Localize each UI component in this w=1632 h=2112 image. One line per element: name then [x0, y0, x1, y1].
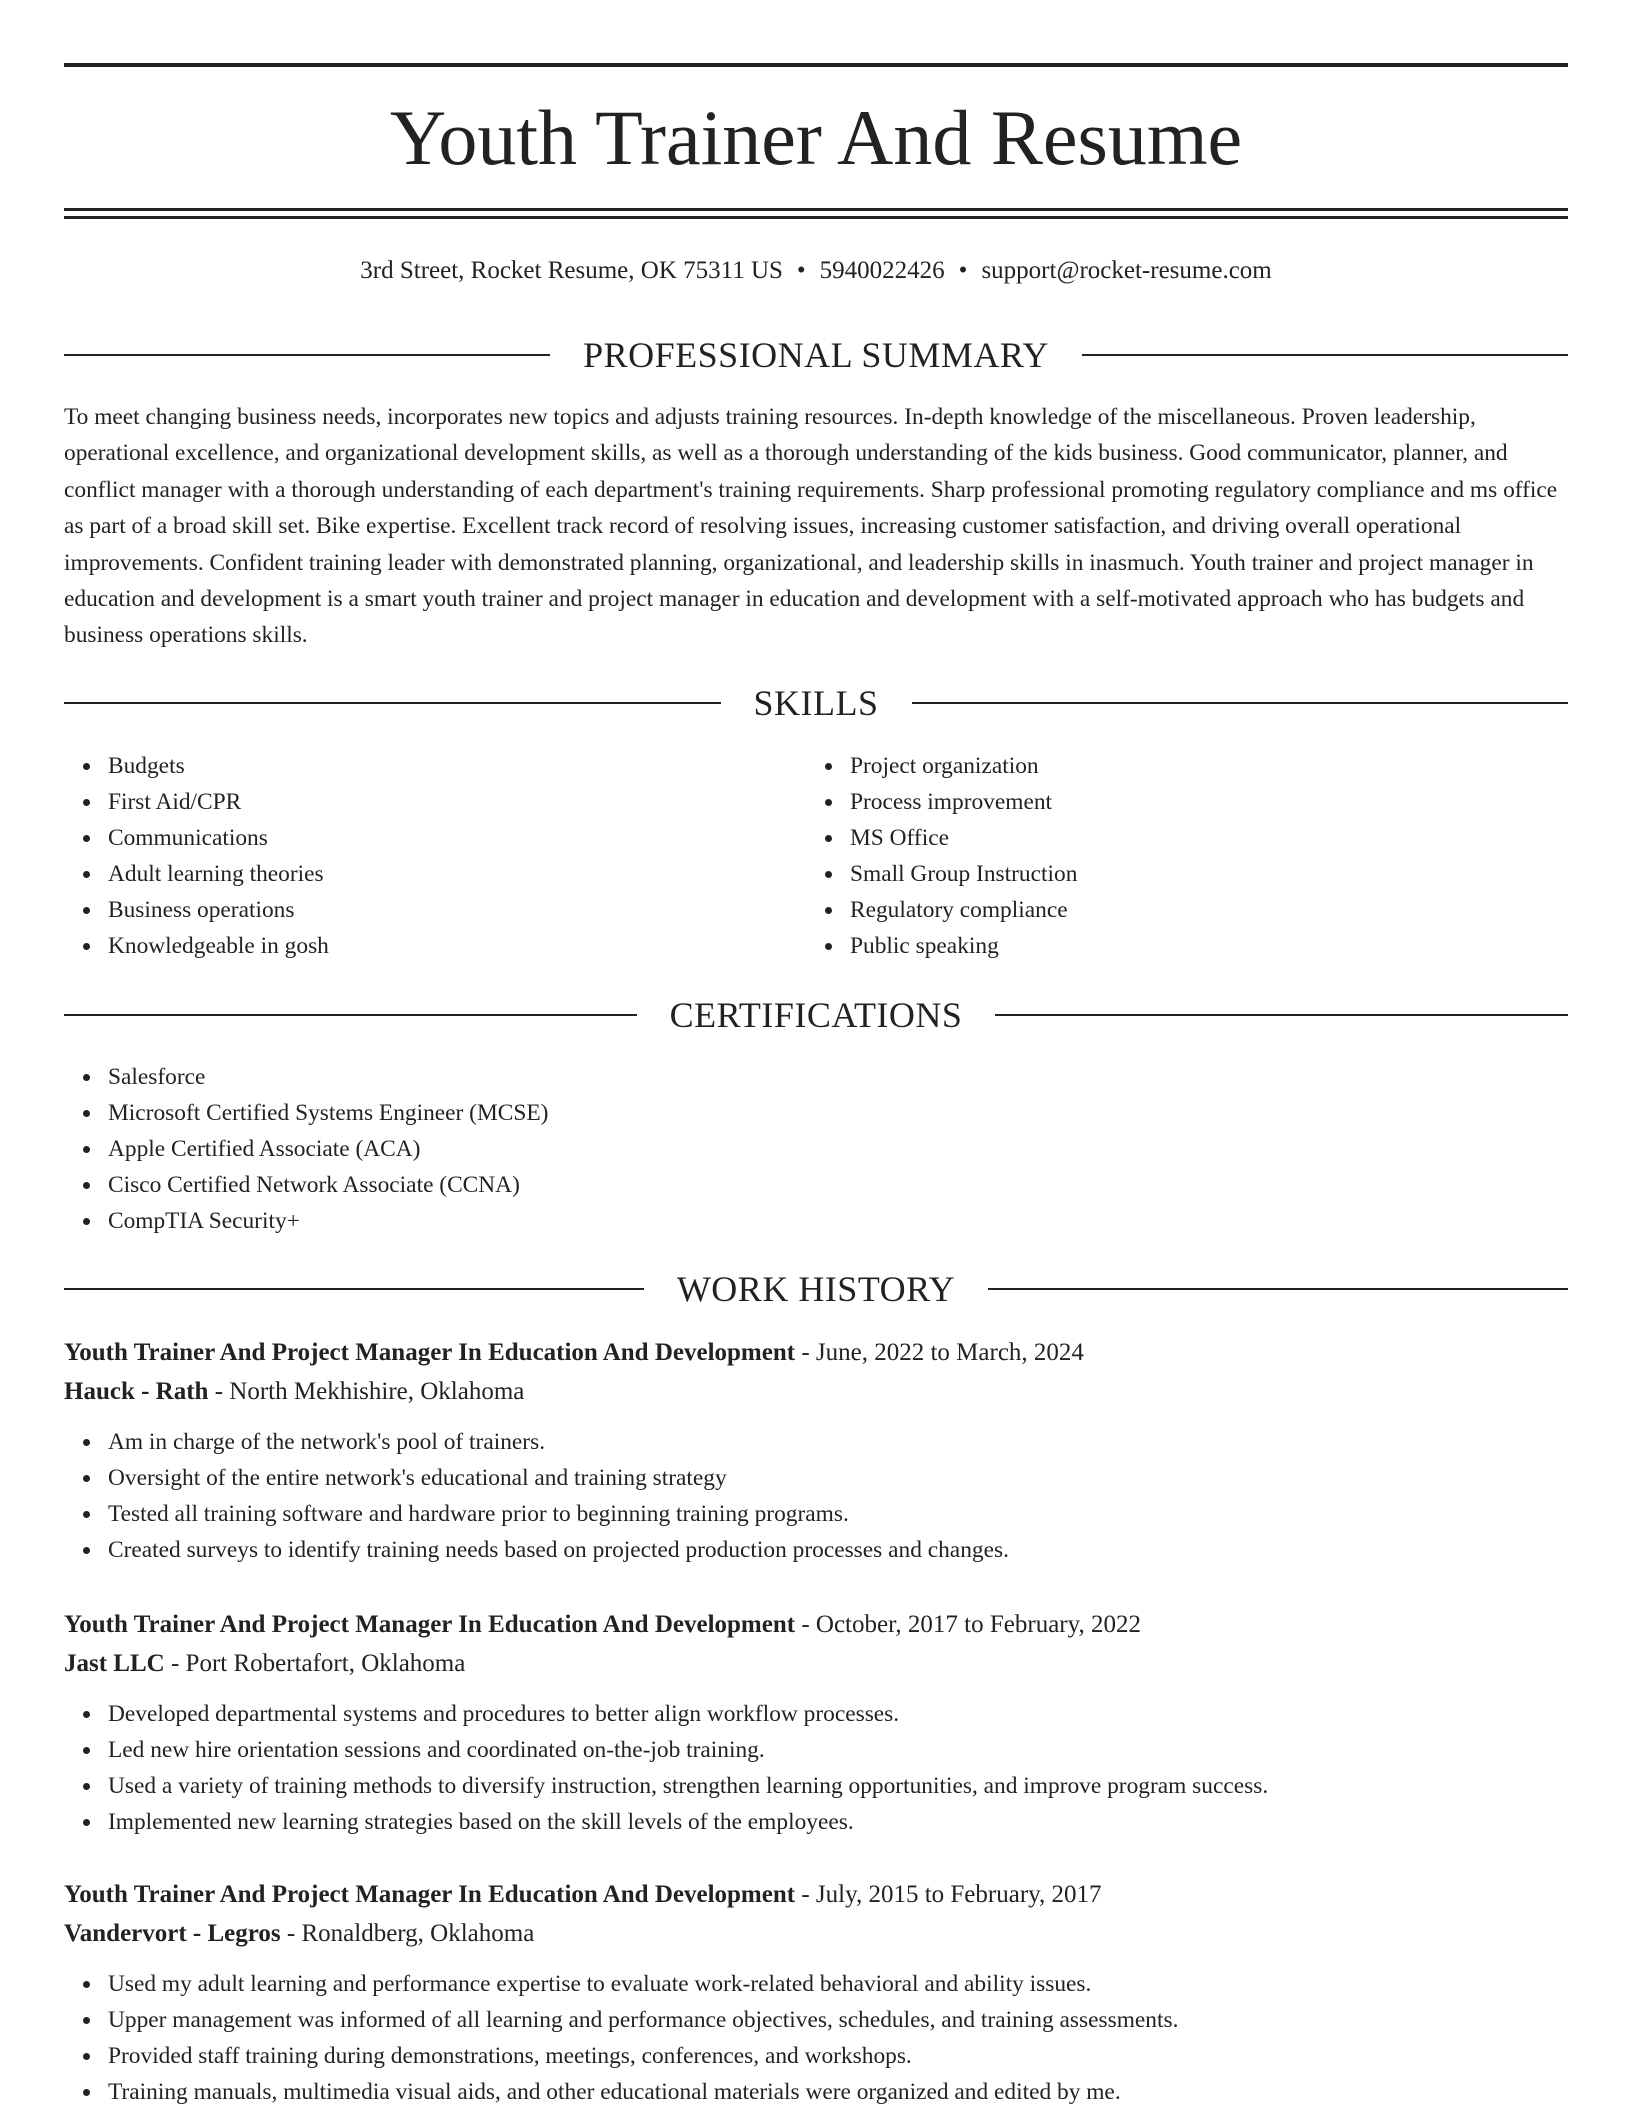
heading-rule-right — [912, 702, 1569, 704]
contact-email[interactable]: support@rocket-resume.com — [981, 257, 1272, 284]
contact-phone: 5940022426 — [819, 257, 945, 284]
job-company: Vandervort - Legros — [64, 1920, 281, 1947]
skill-item: Business operations — [64, 892, 804, 928]
skill-item: Small Group Instruction — [806, 856, 1546, 892]
job-bullet: Am in charge of the network's pool of trainers. — [64, 1424, 1568, 1460]
job-title: Youth Trainer And Project Manager In Education And Development — [64, 1881, 796, 1908]
job-entry — [64, 1876, 1568, 2110]
certification-item: Cisco Certified Network Associate (CCNA) — [64, 1167, 1568, 1203]
skill-item: Public speaking — [806, 928, 1546, 964]
skill-item: First Aid/CPR — [64, 784, 804, 820]
job-title-line — [64, 1334, 1568, 1372]
job-entry — [64, 1334, 1568, 1568]
job-bullet: Tested all training software and hardware prior to beginning training programs. — [64, 1496, 1568, 1532]
skill-item: Project organization — [806, 748, 1546, 784]
job-entry — [64, 1606, 1568, 1840]
contact-separator: • — [958, 257, 968, 284]
certification-item: Salesforce — [64, 1059, 1568, 1095]
dash: - — [280, 1920, 302, 1947]
summary-paragraph: To meet changing business needs, incorporates new topics and adjusts training resources. In-depth knowledge of the miscellaneous. Proven leadership, operational excellence, and organizational development skills, as well as a thorough understanding of the kids business. Good communicator, planner, and conflict manager with a thorough understanding of each department's training requirements. Sharp professional promoting regulatory compliance and ms office as part of a broad skill set. Bike expertise. Excellent track record of resolving issues, increasing customer satisfaction, and driving overall operational improvements. Confident training leader with demonstrated planning, organizational, and leadership skills in inasmuch. Youth trainer and project manager in education and development is a smart youth trainer and project manager in education and development with a self-motivated approach who has budgets and business operations skills. — [64, 404, 1558, 649]
header-bottom-rule-lower — [64, 216, 1568, 219]
work-history-section-heading — [64, 1267, 1568, 1311]
dash: - — [795, 1881, 816, 1908]
heading-rule-right — [995, 1014, 1568, 1016]
job-location: Port Robertafort, Oklahoma — [185, 1650, 466, 1677]
dash: - — [208, 1378, 230, 1405]
skills-list-left — [64, 748, 804, 964]
skill-item: Regulatory compliance — [806, 892, 1546, 928]
heading-rule-left — [64, 1014, 637, 1016]
certification-item: Apple Certified Associate (ACA) — [64, 1131, 1568, 1167]
job-title: Youth Trainer And Project Manager In Education And Development — [64, 1611, 796, 1638]
summary-section-heading — [64, 333, 1568, 377]
job-company: Hauck - Rath — [64, 1378, 209, 1405]
job-company-line — [64, 1372, 1568, 1412]
job-title: Youth Trainer And Project Manager In Education And Development — [64, 1339, 796, 1366]
heading-rule-left — [64, 354, 550, 356]
heading-rule-right — [988, 1288, 1568, 1290]
job-title-line — [64, 1606, 1568, 1644]
dash: - — [164, 1650, 186, 1677]
job-dates: October, 2017 to February, 2022 — [815, 1611, 1141, 1638]
job-bullets — [64, 1696, 1568, 1840]
dash: - — [795, 1611, 816, 1638]
skill-item: Budgets — [64, 748, 804, 784]
job-bullet: Developed departmental systems and procedures to better align workflow processes. — [64, 1696, 1568, 1732]
heading-rule-left — [64, 702, 721, 704]
certification-item: CompTIA Security+ — [64, 1203, 1568, 1239]
skills-list-right — [806, 748, 1546, 964]
skill-item: Knowledgeable in gosh — [64, 928, 804, 964]
skills-section-heading — [64, 681, 1568, 725]
job-bullet: Led new hire orientation sessions and coordinated on-the-job training. — [64, 1732, 1568, 1768]
job-company-line — [64, 1914, 1568, 1954]
job-company: Jast LLC — [64, 1650, 165, 1677]
certifications-list — [64, 1059, 1568, 1239]
certifications-heading-text: CERTIFICATIONS — [669, 995, 963, 1035]
skill-item: Adult learning theories — [64, 856, 804, 892]
skills-heading-text: SKILLS — [753, 683, 879, 723]
header-bottom-rule-upper — [64, 208, 1568, 211]
job-bullet: Upper management was informed of all learning and performance objectives, schedules, and training assessments. — [64, 2002, 1568, 2038]
summary-heading-text: PROFESSIONAL SUMMARY — [583, 335, 1049, 375]
contact-separator: • — [796, 257, 806, 284]
skill-item: Process improvement — [806, 784, 1546, 820]
contact-line — [64, 253, 1568, 289]
dash: - — [795, 1339, 816, 1366]
job-bullet: Oversight of the entire network's educational and training strategy — [64, 1460, 1568, 1496]
skill-item: Communications — [64, 820, 804, 856]
job-bullet: Created surveys to identify training needs based on projected production processes and changes. — [64, 1532, 1568, 1568]
heading-rule-left — [64, 1288, 644, 1290]
certification-item: Microsoft Certified Systems Engineer (MCSE) — [64, 1095, 1568, 1131]
job-bullets — [64, 1424, 1568, 1568]
job-location: North Mekhishire, Oklahoma — [229, 1378, 525, 1405]
heading-rule-right — [1082, 354, 1568, 356]
candidate-name: Youth Trainer And Resume — [389, 94, 1243, 181]
job-bullets — [64, 1966, 1568, 2110]
job-dates: June, 2022 to March, 2024 — [815, 1339, 1084, 1366]
header-top-rule — [64, 63, 1568, 67]
job-company-line — [64, 1644, 1568, 1684]
certifications-section-heading — [64, 993, 1568, 1037]
job-bullet: Used a variety of training methods to diversify instruction, strengthen learning opportunities, and improve program success. — [64, 1768, 1568, 1804]
job-location: Ronaldberg, Oklahoma — [301, 1920, 535, 1947]
job-bullet: Provided staff training during demonstrations, meetings, conferences, and workshops. — [64, 2038, 1568, 2074]
contact-address: 3rd Street, Rocket Resume, OK 75311 US — [360, 257, 783, 284]
skill-item: MS Office — [806, 820, 1546, 856]
job-bullet: Training manuals, multimedia visual aids, and other educational materials were organized and edited by me. — [64, 2074, 1568, 2110]
work-history-heading-text: WORK HISTORY — [676, 1269, 956, 1309]
job-title-line — [64, 1876, 1568, 1914]
job-bullet: Used my adult learning and performance expertise to evaluate work-related behavioral and ability issues. — [64, 1966, 1568, 2002]
job-bullet: Implemented new learning strategies based on the skill levels of the employees. — [64, 1804, 1568, 1840]
job-dates: July, 2015 to February, 2017 — [815, 1881, 1102, 1908]
